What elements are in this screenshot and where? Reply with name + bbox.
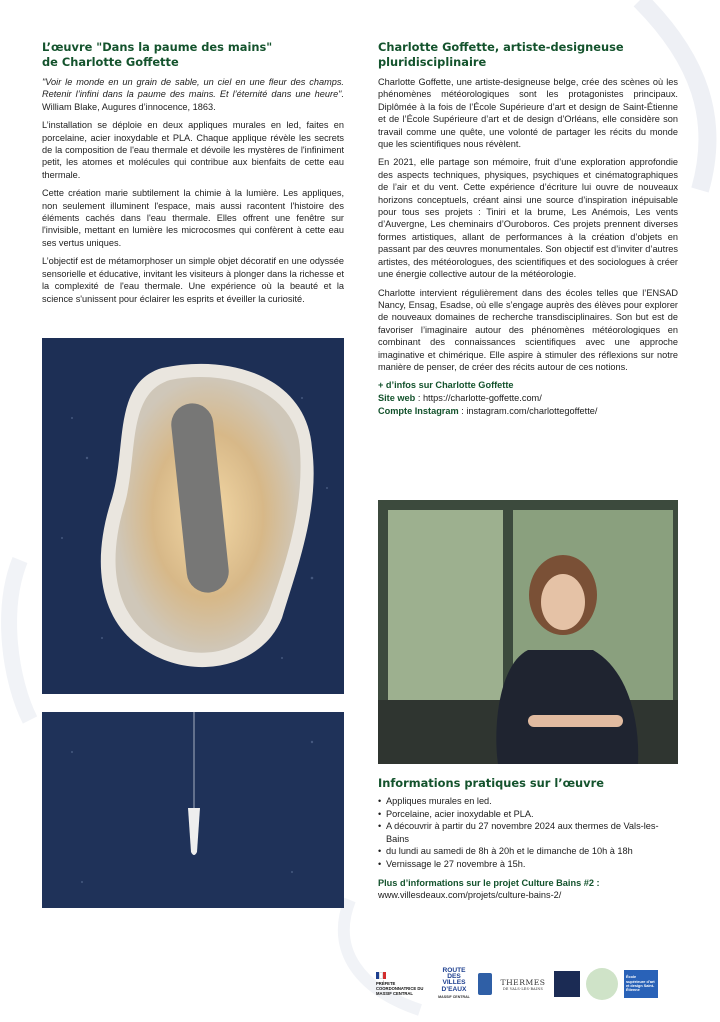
practical-info-list	[378, 795, 678, 871]
artist-paragraph-1: Charlotte Goffette, une artiste-designeuse belge, crée des scènes où les phénomènes météorologiques sont les protagonistes principaux. Diplômée à la fois de l’École Supérieure d’art et design de Saint-Étienne et de l’École Supérieure d’art et de design d’Orléans, elle considère son travail comme une quête, une volonté de partager les récits du monde que les scientifiques nous révèlent.	[378, 77, 678, 150]
prefete-logo: PRÉFETE COORDONNATRICE DU MASSIF CENTRAL	[376, 972, 430, 996]
route-villes-deaux-logo: ROUTE DES VILLES D’EAUX MASSIF CENTRAL	[438, 966, 470, 999]
badge-logo	[478, 973, 492, 995]
pendant-photo	[42, 712, 344, 908]
list-item: • Appliques murales en led.	[378, 795, 678, 808]
square-partner-logo	[554, 971, 580, 997]
right-column	[378, 40, 678, 417]
circle-partner-logo	[586, 968, 618, 1000]
left-column	[42, 40, 344, 311]
artwork-paragraph-2: Cette création marie subtilement la chimie à la lumière. Les appliques, non seulement illuminent l'espace, mais aussi racontent l'histoire des éléments cachés dans l'eau thermale. Elles offrent une fenêtre sur l'invisible, mettant en lumière les microcosmes qui confèrent à cette eau ses vertus uniques.	[42, 188, 344, 248]
french-flag-icon	[376, 972, 386, 979]
list-item: • Vernissage le 27 novembre à 15h.	[378, 858, 678, 871]
esad-logo: École supérieure d’art et design Saint-Étienne	[624, 970, 658, 998]
artist-title: Charlotte Goffette, artiste-designeuse pluridisciplinaire	[378, 40, 624, 69]
practical-info-title: Informations pratiques sur l’œuvre	[378, 776, 604, 790]
list-item: • A découvrir à partir du 27 novembre 2024 aux thermes de Vals-les-Bains	[378, 820, 678, 845]
instagram-line[interactable]: Compte Instagram : instagram.com/charlottegoffette/	[378, 405, 598, 416]
artist-links	[378, 379, 678, 417]
project-url-link[interactable]: www.villesdeaux.com/projets/culture-bains-2/	[378, 890, 562, 901]
blake-quote: "Voir le monde en un grain de sable, un ciel en une fleur des champs. Retenir l’infini dans la paume des mains. Et l’éternité dans une heure". William Blake, Augures d’innocence, 1863.	[42, 77, 344, 112]
list-item: • du lundi au samedi de 8h à 20h et le dimanche de 10h à 18h	[378, 845, 678, 858]
artwork-paragraph-3: L’objectif est de métamorphoser un simple objet décoratif en une odyssée sensorielle et éducative, invitant les visiteurs à plonger dans la richesse et la complexité de l'eau thermale. Une expérience où la beauté et la science s'unissent pour éclairer les esprits et éveiller la curiosité.	[42, 256, 344, 304]
partner-logos	[376, 966, 678, 1002]
practical-info	[378, 776, 678, 902]
artwork-paragraph-1: L’installation se déploie en deux appliques murales en led, faites en porcelaine, acier inoxydable et PLA. Chaque applique révèle les secrets de la composition de l'eau thermale et dévoile les mystères de l'infiniment petit, les atomes et molécules qui contribue aux bienfaits de cette eau thermale.	[42, 120, 344, 180]
artwork-title: L’œuvre "Dans la paume des mains" de Charlotte Goffette	[42, 40, 273, 69]
artist-portrait-photo	[378, 500, 678, 764]
wall-lamp-photo	[42, 338, 344, 694]
project-more-heading: Plus d’informations sur le projet Culture Bains #2 :	[378, 877, 600, 888]
list-item: • Porcelaine, acier inoxydable et PLA.	[378, 808, 678, 821]
artist-paragraph-3: Charlotte intervient régulièrement dans des écoles telles que l’ENSAD Nancy, Ensag, Esadse, où elle s’engage auprès des élèves pour explorer de nouveaux domaines de recherche transdisciplinaires. Son but est de favoriser l’imaginaire autour des phénomènes météorologiques en combinant des connaissances scientifiques avec une approche imaginative et chimérique. Elle aspire à stimuler des réflexions sur notre manière de penser, de créer des récits autour de ces notions.	[378, 287, 678, 372]
more-info-heading: + d’infos sur Charlotte Goffette	[378, 380, 514, 391]
thermes-logo: THERMES DE VALS-LES-BAINS	[500, 977, 546, 991]
project-more-info	[378, 877, 678, 902]
artist-paragraph-2: En 2021, elle partage son mémoire, fruit d’une exploration approfondie des aspects techniques, physiques, psychiques et cinématographiques de l’air et du vent. Cette expérience d’écriture lui ouvre de nouveaux horizons conceptuels, créant ainsi une source d’inspiration inépuisable pour tous ses projets : Tiniri et la brume, Les Anémois, Les vents d’Auvergne, Les cheminairs d’Ouroboros. Ces projets prennent diverses formes artistiques, allant de performances à la création d’objets en passant par des œuvres monumentales. Son objectif est d’inviter d’autres artistes, des météorologues, des scientifiques et des sociologues à créer une énergie collective autour de la météorologie.	[378, 157, 678, 280]
website-line[interactable]: Site web : https://charlotte-goffette.com/	[378, 392, 542, 403]
